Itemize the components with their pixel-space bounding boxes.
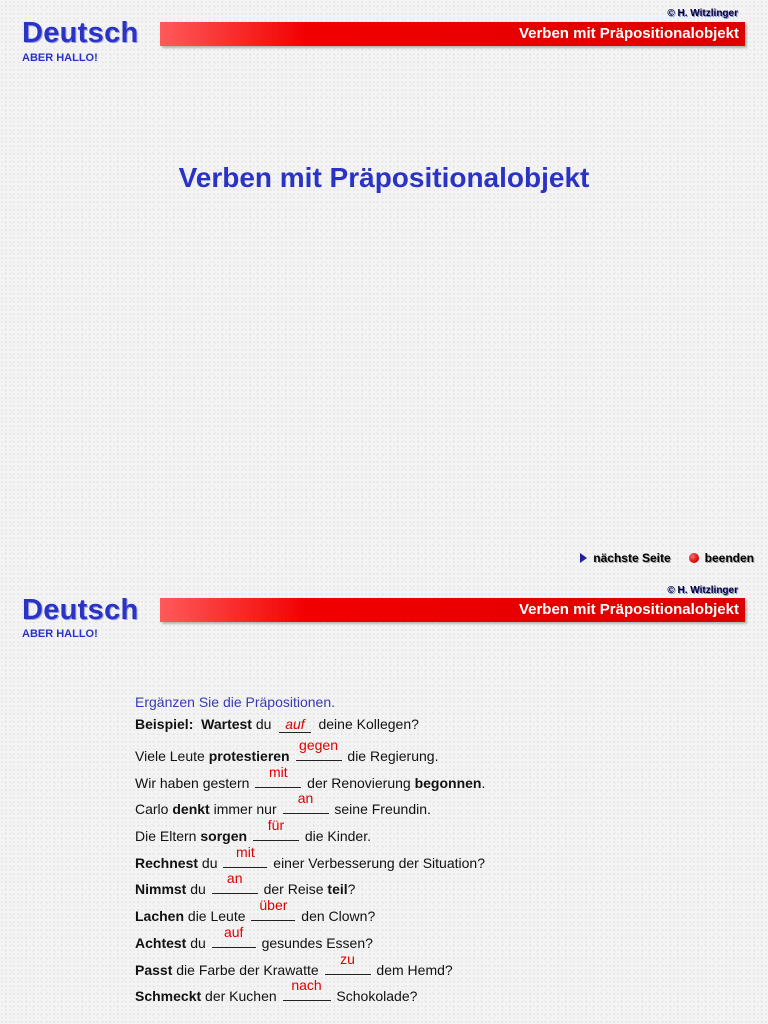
- navigation: [580, 551, 754, 565]
- exercise-row: [135, 923, 485, 960]
- verb: sorgen: [200, 828, 248, 845]
- answer-gap[interactable]: [325, 950, 371, 975]
- sentence-text: du: [186, 881, 210, 898]
- answer-text: gegen: [299, 737, 338, 753]
- copyright: © H. Witzlinger: [667, 585, 738, 596]
- slide-exercise: [0, 580, 768, 1024]
- verb-particle: teil: [327, 881, 348, 898]
- copyright: © H. Witzlinger: [667, 8, 738, 19]
- title-bar: [160, 598, 745, 622]
- sentence-text: Die Eltern: [135, 828, 201, 845]
- example-rest: deine Kollegen?: [318, 716, 419, 732]
- sentence-text: Wir haben gestern: [135, 774, 254, 791]
- sentence-text: die Leute: [184, 908, 250, 925]
- sentence-text: dem Hemd?: [372, 961, 453, 978]
- brand-logo: Deutsch: [22, 17, 139, 49]
- example-label: Beispiel:: [135, 716, 194, 732]
- sentence-text: immer nur: [209, 801, 281, 818]
- page-headline: Verben mit Präpositionalobjekt: [178, 162, 590, 193]
- sentence-text: der Kuchen: [201, 988, 281, 1005]
- sentence-text: Schokolade?: [332, 988, 418, 1005]
- verb: Nimmst: [135, 881, 187, 898]
- sentence-text: der Renovierung: [303, 774, 415, 791]
- sentence-text: einer Verbesserung der Situation?: [269, 854, 485, 871]
- answer-gap[interactable]: [212, 923, 256, 948]
- example-verb: Wartest: [201, 716, 252, 732]
- instruction: Ergänzen Sie die Präpositionen.: [135, 694, 336, 710]
- verb: denkt: [172, 801, 210, 818]
- verb-particle: begonnen: [414, 774, 482, 791]
- sentence-text: du: [186, 934, 210, 951]
- answer-text: zu: [340, 950, 355, 967]
- answer-gap[interactable]: [296, 737, 342, 761]
- example-subject: du: [255, 716, 272, 732]
- answer-text: mit: [236, 843, 255, 860]
- answer-text: nach: [291, 977, 322, 994]
- brand-tagline: ABER HALLO!: [22, 52, 98, 64]
- exercise: [135, 694, 485, 1013]
- sentence-text: [247, 828, 251, 844]
- verb: Schmeckt: [135, 988, 202, 1005]
- answer-text: auf: [223, 923, 244, 940]
- answer-text: mit: [268, 763, 288, 780]
- sentence-text: Viele Leute: [135, 748, 209, 764]
- red-dot-icon: [689, 553, 699, 563]
- answer-gap[interactable]: [283, 977, 331, 1001]
- exercise-row: [135, 737, 485, 773]
- next-page-link[interactable]: [580, 551, 670, 565]
- exercise-row: [135, 977, 485, 1013]
- sentence-text: die Kinder.: [300, 828, 371, 845]
- answer-text: an: [297, 790, 314, 807]
- sentence-text: der Reise: [259, 881, 328, 898]
- verb: Lachen: [135, 908, 185, 925]
- sentence-text: Carlo: [135, 801, 173, 818]
- verb: Passt: [135, 961, 173, 978]
- title-bar-label: Verben mit Präpositionalobjekt: [518, 601, 739, 618]
- example-answer: auf: [279, 716, 310, 733]
- answer-gap[interactable]: [253, 817, 299, 841]
- answer-gap[interactable]: [212, 870, 258, 894]
- verb: protestieren: [208, 748, 290, 764]
- answer-text: für: [267, 817, 285, 834]
- exercise-row: [135, 843, 485, 880]
- answer-text: an: [226, 870, 243, 887]
- quit-label: beenden: [704, 551, 754, 565]
- answer-text: über: [259, 897, 288, 914]
- exercise-list: [135, 737, 486, 1013]
- answer-gap[interactable]: [255, 763, 301, 788]
- sentence-text: die Regierung.: [343, 748, 439, 764]
- next-page-label: nächste Seite: [593, 551, 671, 565]
- verb: Rechnest: [135, 854, 199, 871]
- sentence-text: [290, 748, 294, 764]
- verb: Achtest: [135, 934, 187, 951]
- answer-gap[interactable]: [283, 790, 329, 814]
- sentence-text: ?: [347, 881, 356, 898]
- sentence-text: .: [481, 774, 486, 791]
- exercise-row: [135, 817, 485, 853]
- arrow-right-icon: [580, 553, 587, 563]
- title-bar: [160, 22, 745, 46]
- exercise-row: [135, 897, 485, 933]
- sentence-text: den Clown?: [297, 908, 376, 925]
- title-bar-label: Verben mit Präpositionalobjekt: [518, 25, 739, 42]
- brand-logo: Deutsch: [22, 594, 139, 626]
- sentence-text: du: [198, 854, 222, 871]
- sentence-text: seine Freundin.: [330, 801, 431, 818]
- quit-link[interactable]: [689, 551, 754, 565]
- answer-gap[interactable]: [251, 897, 295, 921]
- exercise-row: [135, 870, 485, 906]
- answer-gap[interactable]: [223, 843, 267, 868]
- exercise-row: [135, 790, 485, 826]
- sentence-text: die Farbe der Krawatte: [172, 961, 323, 978]
- brand-tagline: ABER HALLO!: [22, 628, 98, 640]
- sentence-text: gesundes Essen?: [257, 934, 373, 951]
